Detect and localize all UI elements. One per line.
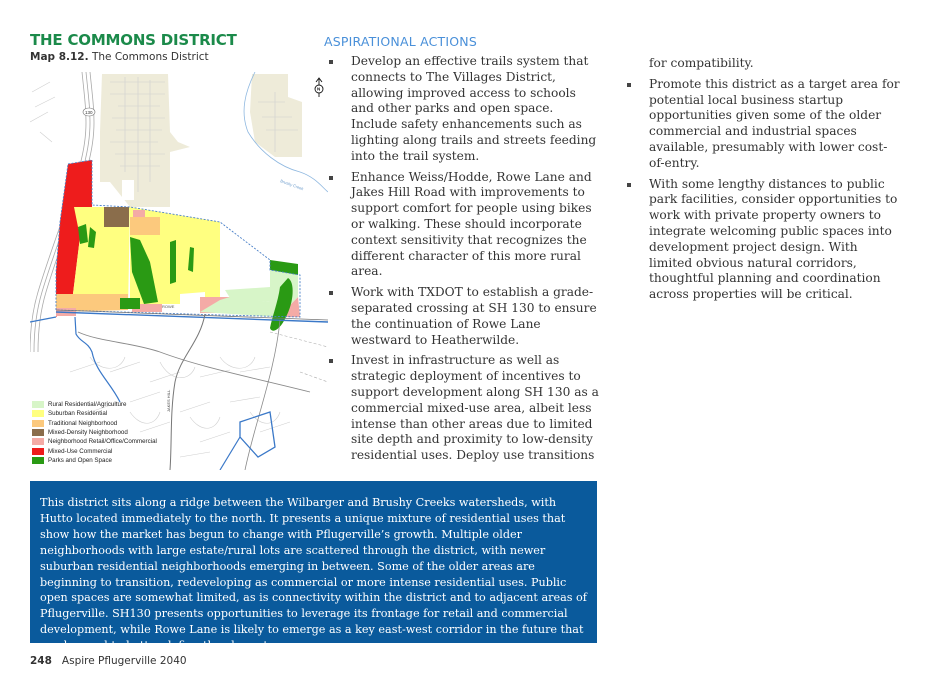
legend-item	[32, 446, 157, 455]
action-item: Promote this district as a target area for potential local business startup opportunities given some of the older commercial and industrial spaces available, presumably with lower cost-of-entry.	[622, 77, 902, 172]
action-item: Develop an effective trails system that connects to The Villages District, allowing improved access to schools and other parks and open space. Include safety enhancements such as lighting along trails and streets feeding into the trail system.	[324, 54, 599, 165]
page-footer	[30, 655, 187, 667]
legend-swatch	[32, 438, 44, 445]
map-caption	[30, 51, 209, 63]
map-legend	[32, 400, 157, 465]
legend-label: Mixed-Use Commercial	[48, 447, 113, 455]
zone-traditional-north	[130, 217, 160, 235]
legend-item	[32, 437, 157, 446]
svg-text:130: 130	[85, 110, 93, 115]
legend-label: Parks and Open Space	[48, 456, 112, 464]
svg-text:ROWE: ROWE	[162, 304, 175, 309]
svg-text:N: N	[317, 86, 321, 92]
legend-label: Rural Residential/Agriculture	[48, 401, 127, 409]
aspirational-actions-heading: ASPIRATIONAL ACTIONS	[324, 34, 477, 49]
svg-text:JAKES HILL: JAKES HILL	[166, 389, 171, 412]
bullet-icon	[627, 183, 631, 187]
bullet-icon	[627, 83, 631, 87]
legend-swatch	[32, 429, 44, 436]
map-number: Map 8.12.	[30, 51, 89, 63]
legend-label: Suburban Residential	[48, 410, 108, 418]
legend-item	[32, 456, 157, 465]
legend-swatch	[32, 410, 44, 417]
legend-swatch	[32, 401, 44, 408]
legend-label: Mixed-Density Neighborhood	[48, 429, 128, 437]
action-item: Enhance Weiss/Hodde, Rowe Lane and Jakes Hill Road with improvements to support comfort for people using bikes or walking. These should incorporate context sensitivity that recognizes the different character of this more rural area.	[324, 170, 599, 281]
action-item-continuation: for compatibility.	[649, 56, 754, 70]
legend-item	[32, 428, 157, 437]
map-caption-text: The Commons District	[91, 51, 209, 63]
bullet-icon	[329, 291, 333, 295]
urban-area-northeast	[250, 74, 302, 157]
page-number: 248	[30, 655, 52, 667]
bullet-icon	[329, 176, 333, 180]
legend-swatch	[32, 457, 44, 464]
legend-label: Traditional Neighborhood	[48, 419, 118, 427]
district-description-box: This district sits along a ridge between the Wilbarger and Brushy Creeks watersheds, with Hutto located immediately to the north. It presents a unique mixture of residential uses that show how the market has begun to change with Pflugerville’s growth. Multiple older neighborhoods with large estate/rural lots are scattered through the district, with newer suburban residential neighborhoods emerging in between. Some of the older areas are beginning to transition, redeveloping as commercial or more intense residential uses. Public open spaces are somewhat limited, as is connectivity within the district and to adjacent areas of Pflugerville. SH130 presents opportunities to leverage its frontage for retail and commercial development, while Rowe Lane is likely to emerge as a key east-west corridor in the future that can be used to better define the character.	[30, 481, 597, 643]
bullet-icon	[329, 60, 333, 64]
legend-item	[32, 409, 157, 418]
legend-swatch	[32, 420, 44, 427]
legend-item	[32, 419, 157, 428]
action-item: With some lengthy distances to public park facilities, consider opportunities to work with private property owners to integrate welcoming public spaces into development project design. With limited obvious natural corridors, thoughtful planning and coordination across properties will be critical.	[622, 177, 902, 303]
legend-item	[32, 400, 157, 409]
action-item: Invest in infrastructure as well as strategic deployment of incentives to support development along SH 130 as a commercial mixed-use area, albeit less intense than other areas due to limited site depth and proximity to low-density residential uses. Deploy use transitions	[324, 353, 599, 464]
district-map	[30, 72, 328, 470]
north-arrow-icon	[315, 78, 323, 97]
action-item: Work with TXDOT to establish a grade-separated crossing at SH 130 to ensure the continuation of Rowe Lane westward to Heatherwilde.	[324, 285, 599, 348]
zone-mixed-density	[104, 207, 129, 227]
legend-swatch	[32, 448, 44, 455]
actions-list-column-1	[324, 54, 599, 469]
actions-list-column-2	[622, 56, 902, 308]
svg-text:Brushy Creek: Brushy Creek	[279, 178, 305, 192]
legend-label: Neighborhood Retail/Office/Commercial	[48, 438, 157, 446]
district-title: THE COMMONS DISTRICT	[30, 31, 237, 49]
bullet-icon	[329, 359, 333, 363]
publication-title: Aspire Pflugerville 2040	[61, 655, 187, 667]
